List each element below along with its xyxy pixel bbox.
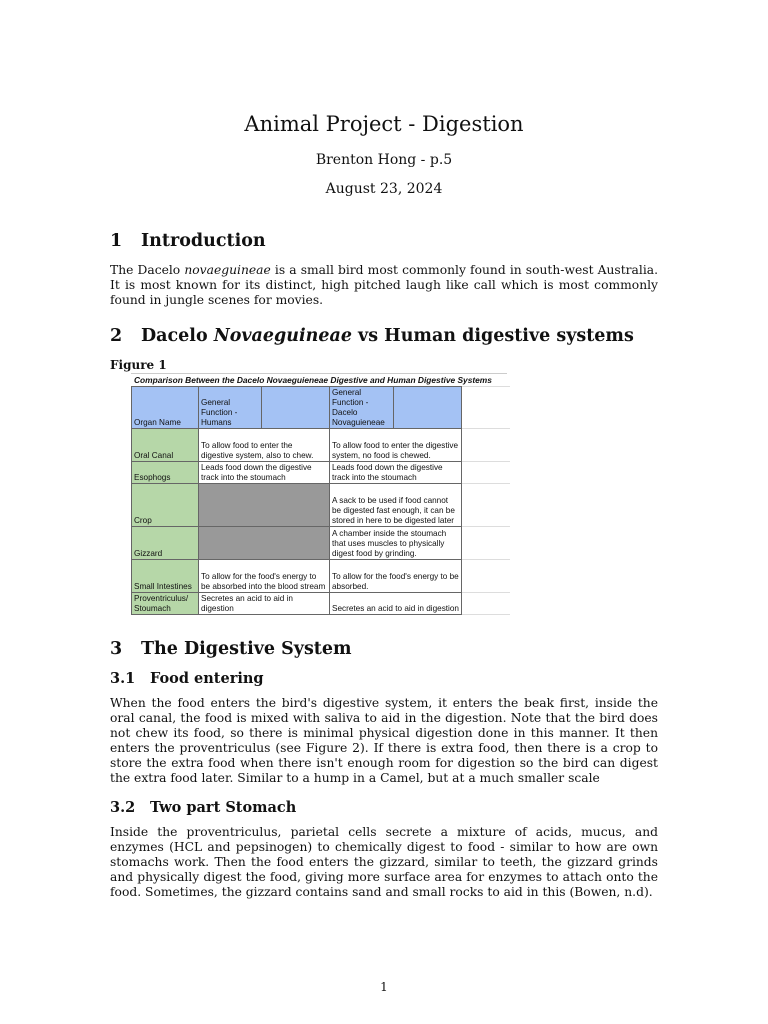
comparison-table: [131, 386, 510, 615]
header-organ: Organ Name: [132, 387, 199, 429]
section-1-heading: [110, 231, 266, 251]
dacelo-cell: A sack to be used if food cannot be digested fast enough, it can be stored in here to be digested later: [330, 484, 462, 527]
section-3-heading: [110, 639, 352, 659]
human-cell-empty: [199, 527, 330, 560]
page-number: 1: [380, 980, 388, 994]
intro-text: The Dacelo: [110, 263, 185, 277]
organ-cell: Gizzard: [132, 527, 199, 560]
dacelo-cell: To allow food to enter the digestive system, no food is chewed.: [330, 429, 462, 462]
subsection-number: 3.1: [110, 670, 136, 687]
figure-label: Figure 1: [110, 358, 167, 372]
organ-cell: Crop: [132, 484, 199, 527]
table-blank-cell: [462, 593, 511, 615]
table-row: [132, 560, 511, 593]
header-human: General Function - Humans: [199, 387, 262, 429]
header-dacelo: General Function - Dacelo Novaguieneae: [330, 387, 394, 429]
table-blank-cell: [462, 484, 511, 527]
organ-cell: Esophogs: [132, 462, 199, 484]
food-entering-paragraph: When the food enters the bird's digestive system, it enters the beak first, inside the oral canal, the food is mixed with saliva to aid in the digestion. Note that the bird does not chew its food, so there is minimal physical digestion done in this manner. It then enters the proventriculus (see Figure 2). If there is extra food, then there is a crop to store the extra food when there isn't enough room for digestion so the bird can digest the extra food later. Similar to a hump in a Camel, but at a much smaller scale: [110, 696, 658, 785]
table-row: [132, 527, 511, 560]
section-number: 1: [110, 231, 123, 251]
dacelo-cell: Leads food down the digestive track into the stoumach: [330, 462, 462, 484]
subsection-3-1-heading: [110, 670, 264, 687]
table-blank-cell: [462, 429, 511, 462]
figure-title: Comparison Between the Dacelo Novaeguieneae Digestive and Human Digestive Systems: [134, 375, 492, 385]
section-title-species: Novaeguineae: [213, 326, 352, 346]
intro-paragraph: [110, 263, 658, 308]
subsection-title: Food entering: [150, 670, 264, 687]
organ-cell: Proventriculus/ Stoumach: [132, 593, 199, 615]
human-cell: To allow food to enter the digestive system, also to chew.: [199, 429, 330, 462]
table-blank-cell: [462, 462, 511, 484]
organ-cell: Oral Canal: [132, 429, 199, 462]
document-title: Animal Project - Digestion: [244, 112, 524, 136]
figure-top-rule: [131, 373, 507, 374]
section-title-rest: vs Human digestive systems: [351, 326, 634, 346]
table-row: [132, 462, 511, 484]
table-blank-cell: [462, 387, 511, 429]
human-cell: Secretes an acid to aid in digestion: [199, 593, 330, 615]
table-blank-cell: [462, 560, 511, 593]
section-2-heading: [110, 326, 634, 346]
human-cell: To allow for the food's energy to be absorbed into the blood stream: [199, 560, 330, 593]
dacelo-cell: A chamber inside the stoumach that uses muscles to physically digest food by grinding.: [330, 527, 462, 560]
intro-text-rest: is a small bird most commonly found in south-west Australia. It is most known for its distinct, high pitched laugh like call which is most commonly found in jungle scenes for movies.: [110, 263, 658, 307]
table-row: [132, 593, 511, 615]
table-row: [132, 429, 511, 462]
subsection-number: 3.2: [110, 799, 136, 816]
table-row: [132, 484, 511, 527]
subsection-title: Two part Stomach: [150, 799, 297, 816]
document-date: August 23, 2024: [325, 181, 443, 197]
human-cell: Leads food down the digestive track into the stoumach: [199, 462, 330, 484]
header-human-pad: [262, 387, 330, 429]
subsection-3-2-heading: [110, 799, 296, 816]
section-number: 2: [110, 326, 123, 346]
section-title-part: Dacelo: [141, 326, 214, 346]
two-part-stomach-paragraph: Inside the proventriculus, parietal cells secrete a mixture of acids, mucus, and enzymes (HCL and pepsinogen) to chemically digest to food - similar to how are own stomachs work. Then the food enters the gizzard, similar to teeth, the gizzard grinds and physically digest the food, giving more surface area for enzymes to attach onto the food. Sometimes, the gizzard contains sand and small rocks to aid in this (Bowen, n.d).: [110, 825, 658, 899]
section-title: The Digestive System: [141, 639, 352, 659]
section-number: 3: [110, 639, 123, 659]
organ-cell: Small Intestines: [132, 560, 199, 593]
table-header-row: [132, 387, 511, 429]
dacelo-cell: Secretes an acid to aid in digestion: [330, 593, 462, 615]
header-dacelo-pad: [394, 387, 462, 429]
section-title: Introduction: [141, 231, 266, 251]
table-blank-cell: [462, 527, 511, 560]
species-name: novaeguineae: [184, 263, 271, 277]
document-author: Brenton Hong - p.5: [315, 152, 453, 168]
human-cell-empty: [199, 484, 330, 527]
dacelo-cell: To allow for the food's energy to be absorbed.: [330, 560, 462, 593]
